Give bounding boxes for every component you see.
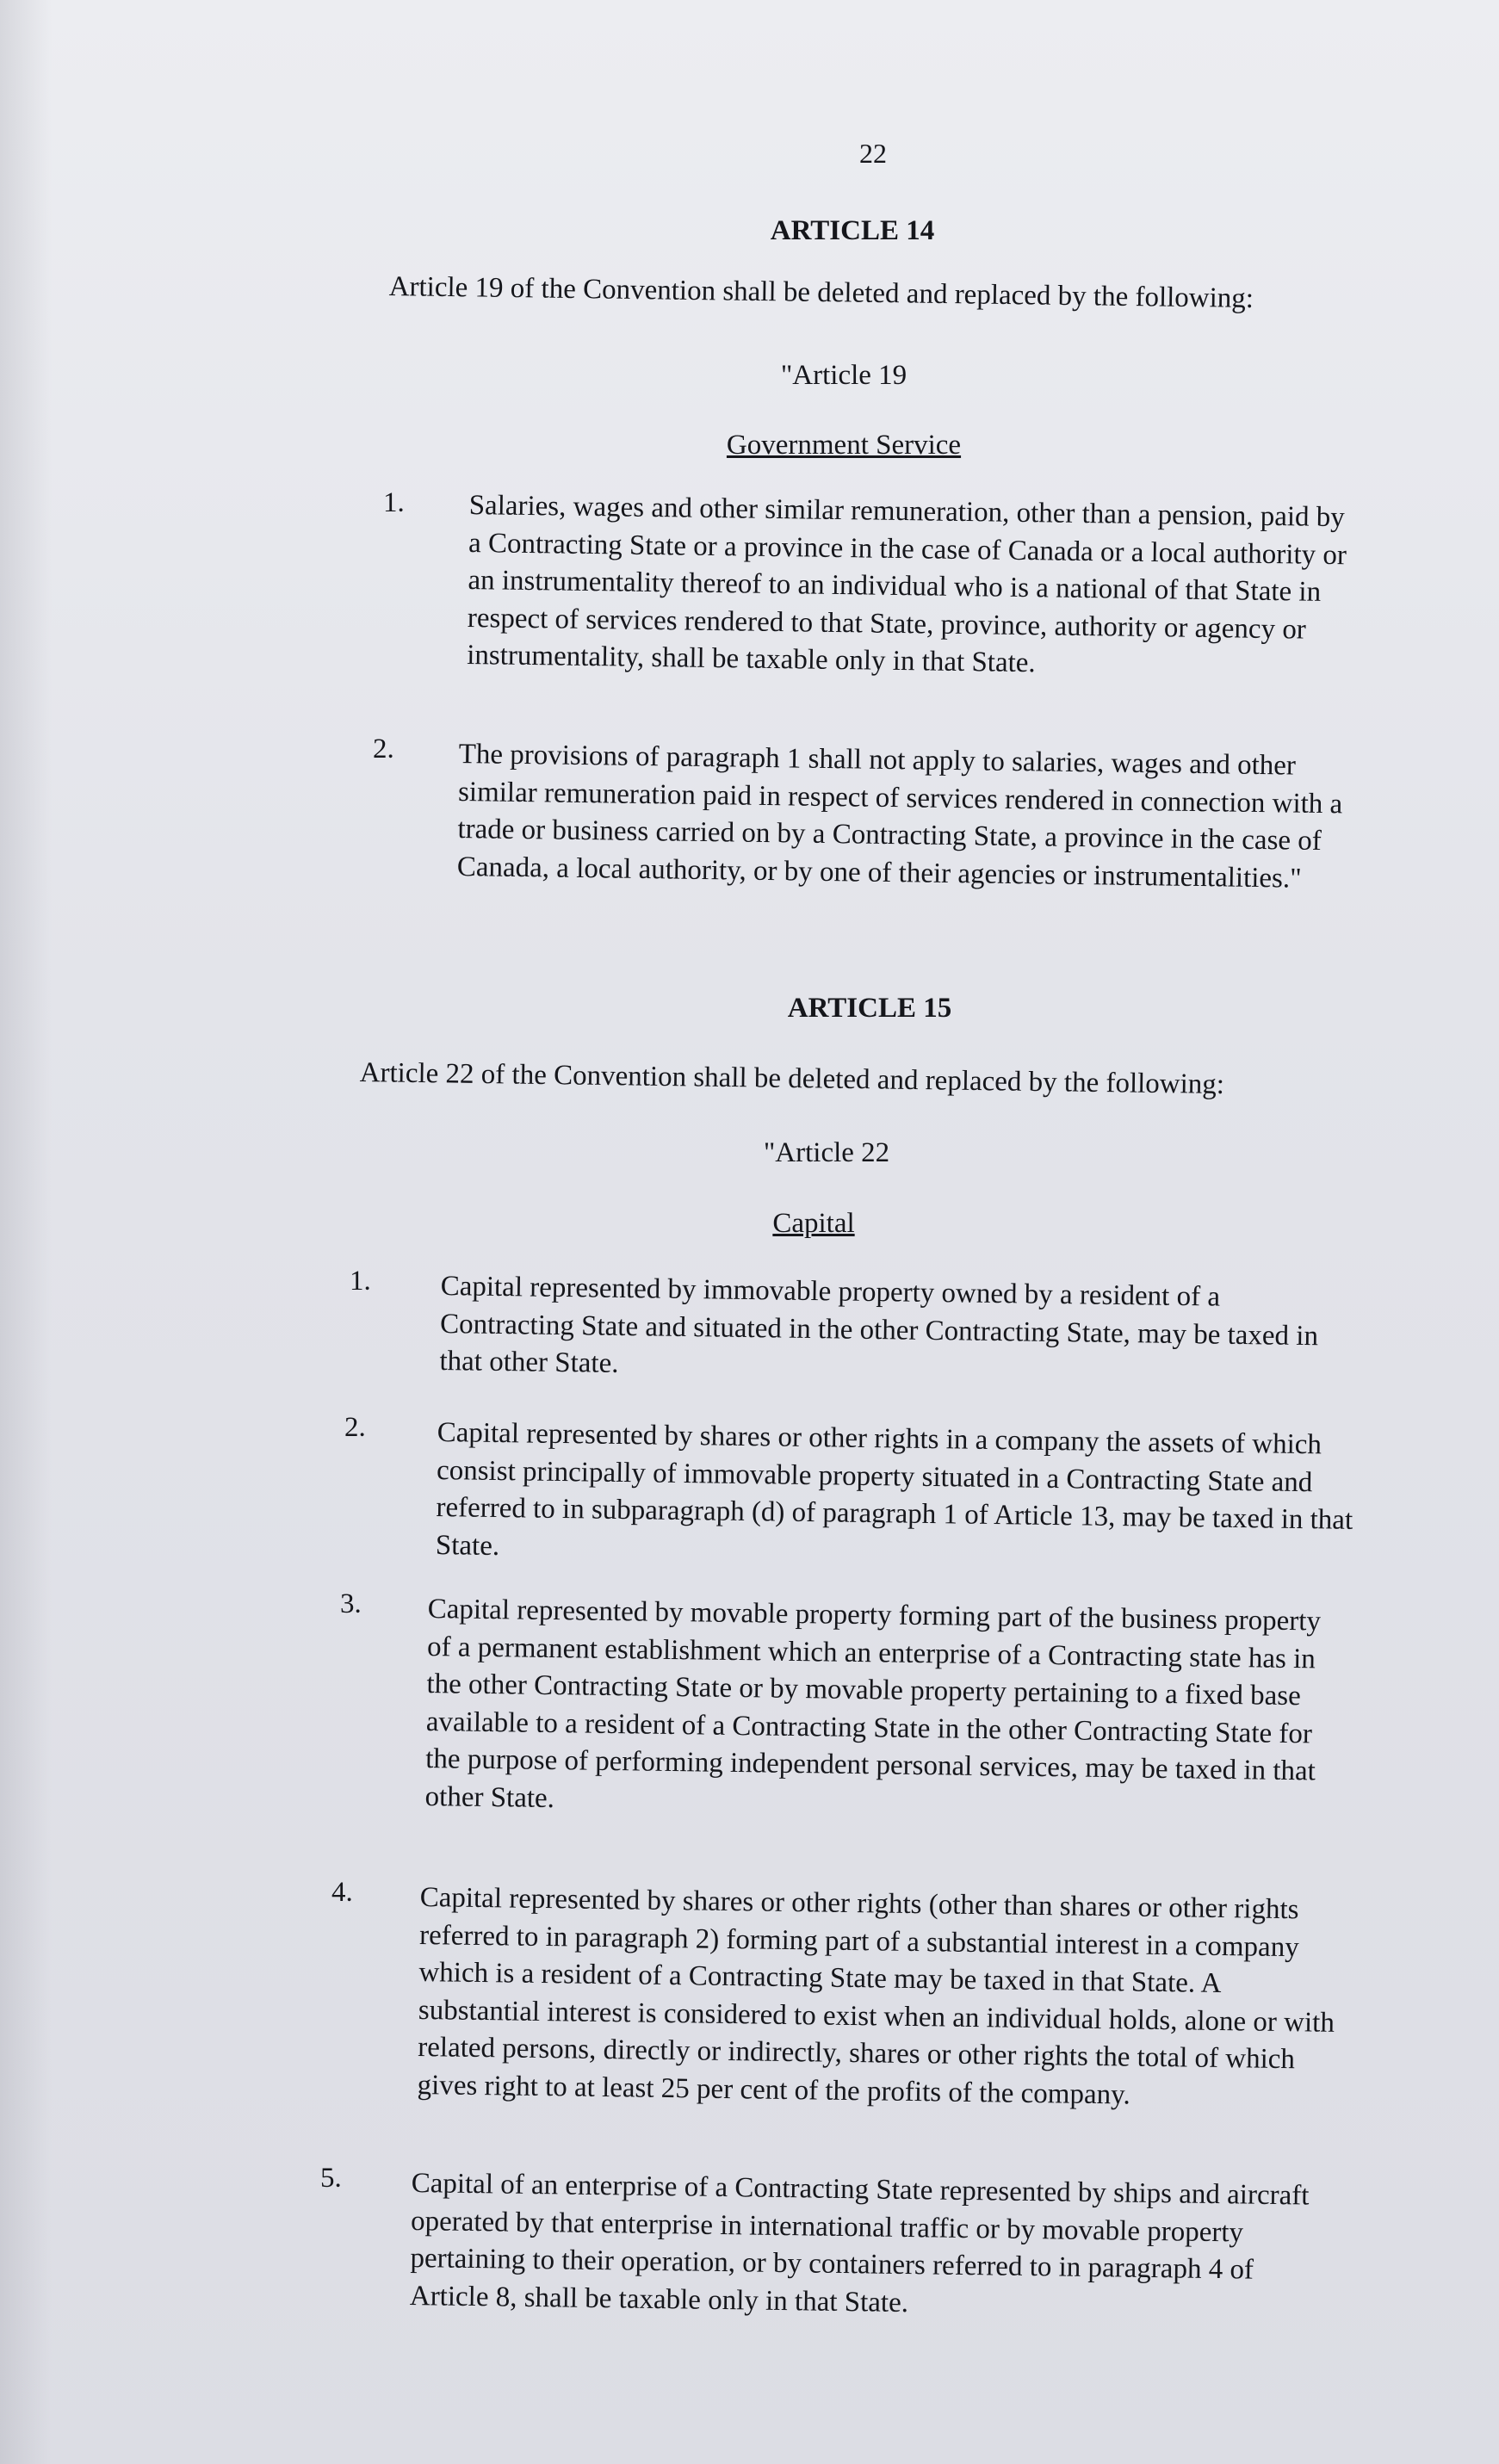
article-22-paragraph-number: 2. xyxy=(344,1412,366,1443)
article-19-paragraph-number: 1. xyxy=(383,487,405,518)
article-15-intro: Article 22 of the Convention shall be deleted and replaced by the following: xyxy=(359,1056,1225,1101)
article-22-paragraph-text: Capital represented by shares or other rights in a company the assets of which consist principally of immovable property situated in a Contracting State and referred to in subparagraph (d) of paragraph 1 of Article 13, may be taxed in that State. xyxy=(435,1416,1353,1562)
article-19-quoted-title: "Article 19 xyxy=(780,360,907,391)
article-22-quoted-title: "Article 22 xyxy=(763,1137,890,1168)
article-19-subtitle: Government Service xyxy=(726,430,962,461)
article-22-paragraph-text: Capital of an enterprise of a Contracting State represented by ships and aircraft operated by that enterprise in international traffic or by movable property pertaining to their operation, or by containers referred to in paragraph 4 of Article 8, shall be taxable only in that State. xyxy=(409,2167,1310,2319)
article-22-paragraph-number: 4. xyxy=(331,1877,353,1908)
article-22-paragraph-text: Capital represented by movable property forming part of the business property of a permanent establishment which an enterprise of a Contracting state has in the other Contracting State or by movable property pertaining to a fixed base available to a resident of a Contracting State in the other Contracting State for the purpose of performing independent personal services, may be taxed in that other State. xyxy=(424,1593,1322,1814)
article-19-paragraph-text: Salaries, wages and other similar remuneration, other than a pension, paid by a Contracting State or a province in the case of Canada or a local authority or an instrumentality thereof to an individual who is a national of that State in respect of services rendered to that State, province, authority or agency or instrumentality, shall be taxable only in that State. xyxy=(467,489,1347,679)
article-22-paragraph-number: 1. xyxy=(350,1266,371,1297)
page-number: 22 xyxy=(859,138,887,169)
article-22-paragraph-text: Capital represented by shares or other rights (other than shares or other rights referred to in paragraph 2) forming part of a substantial interest in a company which is a resident of a Contracting State may be taxed in that State. A substantial interest is considered to exist when an individual holds, alone or with related persons, directly or indirectly, shares or other rights the total of which gives right to at least 25 per cent of the profits of the company. xyxy=(417,1881,1335,2111)
article-14-heading: ARTICLE 14 xyxy=(770,215,935,246)
article-19-paragraph-text: The provisions of paragraph 1 shall not apply to salaries, wages and other similar remuneration paid in respect of services rendered in connection with a trade or business carried on by a Contracting State, a province in the case of Canada, a local authority, or by one of their agencies or instrumentalities." xyxy=(456,738,1343,895)
article-19-paragraph-number: 2. xyxy=(373,734,394,765)
article-22-subtitle: Capital xyxy=(772,1208,855,1239)
article-22-paragraph-number: 5. xyxy=(320,2163,342,2194)
article-22-paragraph-text: Capital represented by immovable property owned by a resident of a Contracting State and situated in the other Contracting State, may be taxed in that other State. xyxy=(439,1270,1319,1379)
article-15-heading: ARTICLE 15 xyxy=(787,993,952,1024)
article-22-paragraph-number: 3. xyxy=(340,1588,362,1619)
article-14-intro: Article 19 of the Convention shall be deleted and replaced by the following: xyxy=(388,270,1254,315)
